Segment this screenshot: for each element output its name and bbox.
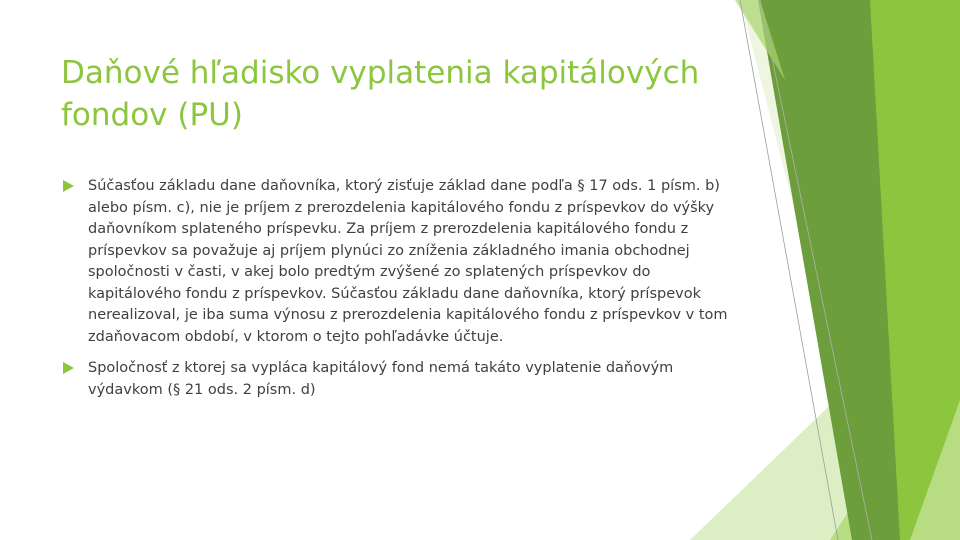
bullet-item — [61, 176, 741, 348]
bullet-item — [61, 358, 741, 401]
slide-title: Daňové hľadisko vyplatenia kapitálových fondov (PU) — [61, 55, 700, 133]
bullet-text: Spoločnosť z ktorej sa vypláca kapitálový fond nemá takáto vyplatenie daňovým výdavkom (§ 21 ods. 2 písm. d) — [88, 360, 674, 398]
triangle-bullet-icon — [63, 180, 74, 192]
bullet-text: Súčasťou základu dane daňovníka, ktorý zisťuje základ dane podľa § 17 ods. 1 písm. b) alebo písm. c), nie je príjem z prerozdelenia kapitálového fondu z príspevkov do výšky daňovníkom splateného príspevku. Za príjem z prerozdelenia kapitálového fondu z príspevkov sa považuje aj príjem plynúci zo zníženia základného imania obchodnej spoločnosti v časti, v akej bolo predtým zvýšené zo splatených príspevkov do kapitálového fondu z príspevkov. Súčasťou základu dane daňovníka, ktorý príspevok nerealizoval, je iba suma výnosu z prerozdelenia kapitálového fondu z príspevkov v tom zdaňovacom období, v ktorom o tejto pohľadávke účtuje. — [88, 178, 728, 345]
bullet-list — [61, 176, 741, 411]
triangle-bullet-icon — [63, 362, 74, 374]
